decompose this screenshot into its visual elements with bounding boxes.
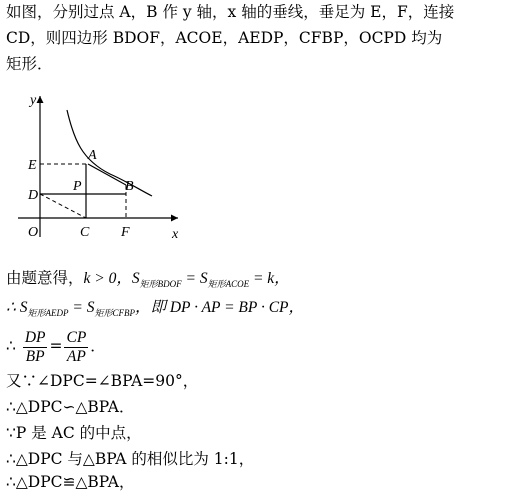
solution-line-2: ∴ $S_{矩形AEDP} = S_{矩形CFBP}$，即 DP · AP = BP · CP， xyxy=(6,299,305,318)
geometry-figure xyxy=(10,92,185,242)
label-y: y xyxy=(30,93,37,108)
intro-line-3: 矩形． xyxy=(6,55,53,73)
label-B: B xyxy=(125,179,134,194)
dashed-D-C xyxy=(40,194,86,218)
intro-line-1: 如图，分别过点 A，B 作 y 轴，x 轴的垂线，垂足为 E，F，连接 xyxy=(6,3,455,21)
label-F: F xyxy=(121,225,130,240)
label-x: x xyxy=(172,227,179,242)
label-C: C xyxy=(80,225,90,240)
x-axis-arrow xyxy=(171,215,178,222)
label-P: P xyxy=(73,179,82,194)
fraction-cp-ap: $\frac{CP}{AP}$ xyxy=(66,328,87,365)
solution-line-8: ∴△DPC≌△BPA， xyxy=(6,473,135,491)
solution-line-7: ∴△DPC 与△BPA 的相似比为 1:1， xyxy=(6,450,255,468)
intro-line-2: CD，则四边形 BDOF，ACOE，AEDP，CFBP，OCPD 均为 xyxy=(6,29,443,47)
solution-line-3: ∴ $\frac{DP}{BP}$ = $\frac{CP}{AP}$ ． xyxy=(6,328,106,365)
fraction-dp-bp: $\frac{DP}{BP}$ xyxy=(24,328,46,365)
solution-line-4: 又∵∠DPC=∠BPA=90°， xyxy=(6,372,199,390)
y-axis-arrow xyxy=(37,96,44,103)
label-O: O xyxy=(28,225,39,240)
solution-line-5: ∴△DPC∽△BPA． xyxy=(6,398,135,416)
label-D: D xyxy=(28,188,39,203)
solution-line-6: ∵P 是 AC 的中点， xyxy=(6,424,142,442)
solution-line-1: 由题意得，k > 0，$S_{矩形BDOF} = S_{矩形ACOE} = k$， xyxy=(6,269,290,289)
label-E: E xyxy=(28,158,37,173)
label-A: A xyxy=(88,148,97,163)
line-A-B xyxy=(88,164,126,185)
